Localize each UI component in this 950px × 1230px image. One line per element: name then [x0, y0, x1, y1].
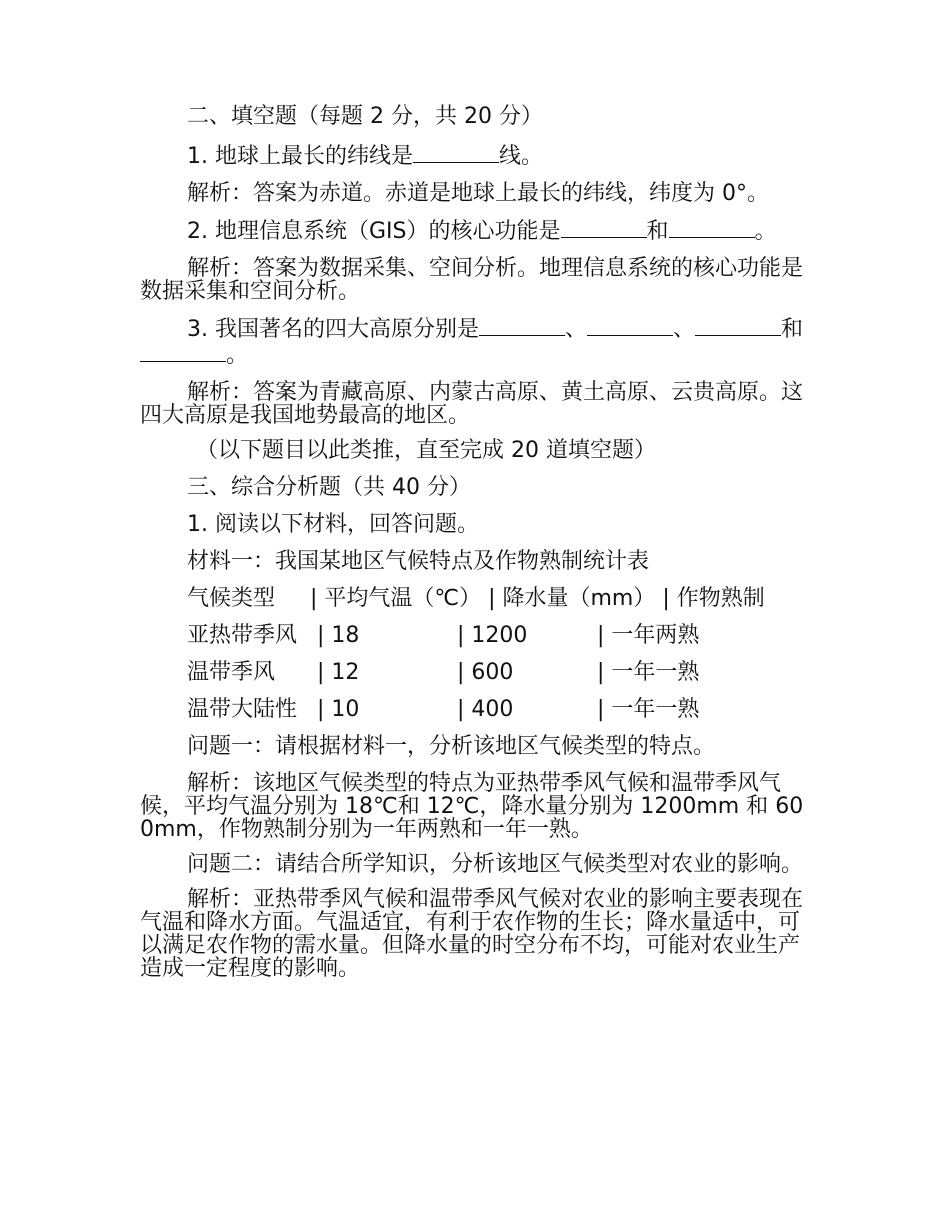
- answer-blank: [140, 341, 226, 362]
- q1-text-before: 1. 地球上最长的纬线是: [187, 144, 413, 169]
- document-page: [140, 105, 810, 992]
- table-header: 气候类型 | 平均气温（℃） | 降水量（mm） | 作物熟制: [187, 586, 765, 611]
- question-3: [140, 315, 810, 367]
- q3-sep-1: 、: [564, 317, 587, 342]
- table-row: [140, 661, 810, 684]
- answer-blank: [479, 315, 565, 336]
- question-2: [140, 217, 810, 243]
- q1-analysis: 解析：答案为赤道。赤道是地球上最长的纬线，纬度为 0°。: [187, 181, 769, 206]
- section2-heading: 二、填空题（每题 2 分，共 20 分）: [187, 104, 543, 129]
- problem-1: 问题一：请根据材料一，分析该地区气候类型的特点。: [187, 734, 716, 759]
- section3-heading: 三、综合分析题（共 40 分）: [187, 475, 471, 500]
- problem-1-analysis: 解析：该地区气候类型的特点为亚热带季风气候和温带季风气候，平均气温分别为 18℃和 12℃，降水量分别为 1200mm 和 600mm，作物熟制分别为一年两熟和一年一熟。: [140, 771, 804, 842]
- q3-sep-2: 、: [673, 317, 696, 342]
- answer-blank: [413, 142, 499, 163]
- cell-temperature: | 18: [317, 623, 360, 648]
- table-row: [140, 698, 810, 721]
- cell-temperature: | 12: [317, 660, 360, 685]
- cell-precipitation: | 600: [457, 660, 514, 685]
- cell-crop-system: | 一年一熟: [597, 660, 700, 685]
- q3-text-mid: 和: [781, 317, 804, 342]
- answer-blank: [669, 217, 755, 238]
- section3-question-1-intro: 1. 阅读以下材料，回答问题。: [187, 512, 479, 537]
- problem-2: 问题二：请结合所学知识，分析该地区气候类型对农业的影响。: [187, 852, 804, 877]
- q1-text-after: 线。: [498, 144, 543, 169]
- cell-temperature: | 10: [317, 697, 360, 722]
- material-title: 材料一：我国某地区气候特点及作物熟制统计表: [187, 549, 650, 574]
- cell-precipitation: | 1200: [457, 623, 528, 648]
- q2-text-after: 。: [754, 219, 777, 244]
- q2-text-before: 2. 地理信息系统（GIS）的核心功能是: [187, 219, 561, 244]
- answer-blank: [587, 315, 673, 336]
- cell-climate-type: 亚热带季风: [187, 623, 298, 648]
- cell-crop-system: | 一年一熟: [597, 697, 700, 722]
- question-1: [140, 142, 810, 168]
- problem-2-analysis: 解析：亚热带季风气候和温带季风气候对农业的影响主要表现在气温和降水方面。气温适宜，有利于农作物的生长；降水量适中，可以满足农作物的需水量。但降水量的时空分布不均，可能对农业生产造成一定程度的影响。: [140, 887, 804, 981]
- cell-climate-type: 温带大陆性: [187, 697, 298, 722]
- answer-blank: [695, 315, 781, 336]
- q2-analysis: 解析：答案为数据采集、空间分析。地理信息系统的核心功能是数据采集和空间分析。: [140, 256, 804, 304]
- cell-crop-system: | 一年两熟: [597, 623, 700, 648]
- q3-text-before: 3. 我国著名的四大高原分别是: [187, 317, 479, 342]
- table-row: [140, 624, 810, 647]
- q3-text-after: 。: [226, 343, 249, 368]
- cell-climate-type: 温带季风: [187, 660, 276, 685]
- answer-blank: [561, 217, 647, 238]
- cell-precipitation: | 400: [457, 697, 514, 722]
- continuation-note: （以下题目以此类推，直至完成 20 道填空题）: [196, 438, 656, 463]
- q2-text-mid: 和: [646, 219, 669, 244]
- q3-analysis: 解析：答案为青藏高原、内蒙古高原、黄土高原、云贵高原。这四大高原是我国地势最高的地区。: [140, 380, 804, 428]
